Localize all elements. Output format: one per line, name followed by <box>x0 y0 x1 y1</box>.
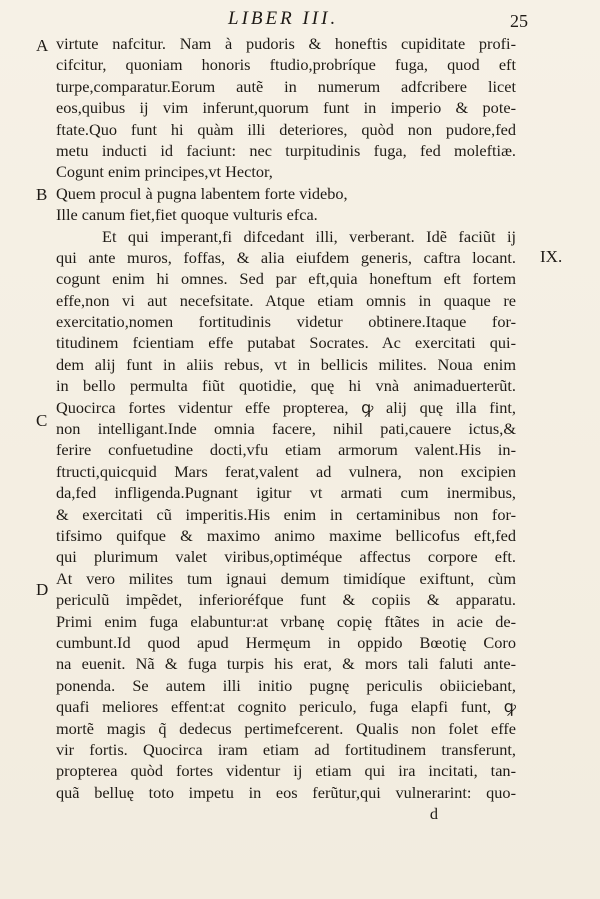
margin-letter-c: C <box>36 411 48 430</box>
text-line: exercitatio,nomen fortitudinis videtur obtinere.Itaque for- <box>56 312 516 332</box>
text-line: vir fortis. Quocirca iram etiam ad fortitudinem transferunt, <box>56 739 516 759</box>
text-line: cumbunt.Id quod apud Hermęum in oppido Bœotię Coro <box>56 632 516 652</box>
text-line: titudinem fcientiam effe putabat Socrates. Ac exercitati qui- <box>56 333 516 353</box>
body-text <box>56 33 516 824</box>
text-line: metu inducti id faciunt: nec turpitudinis fuga, fed moleftiæ. <box>56 140 516 160</box>
text-line: tifsimo quifque & maximo animo maxime bellicofus eft,fed <box>56 525 516 545</box>
text-line: & exercitati cũ imperitis.His enim in certaminibus non for- <box>56 504 516 524</box>
text-line: non intelligant.Inde omnia facere, nihil pati,cauere ictus,& <box>56 419 516 439</box>
text-line: propterea quòd fortes videntur ij etiam qui ira incitati, tan- <box>56 761 516 781</box>
text-line: ftructi,quicquid Mars ferat,valent ad vulnera, non excipien <box>56 461 516 481</box>
text-line: quafi meliores effent:at cognito periculo, fuga elapfi funt, ꝙ <box>56 697 516 717</box>
verse-line: Quem procul à pugna labentem forte videbo, <box>56 183 348 203</box>
text-line: Cogunt enim principes,vt Hector, <box>56 162 273 182</box>
text-line: Et qui imperant,fi difcedant illi, verberant. Idẽ faciũt ij <box>102 226 516 246</box>
text-line: quã belluę toto impetu in eos ferũtur,qui vulnerarint: quo- <box>56 782 516 802</box>
margin-letter-d: D <box>36 580 49 599</box>
text-line: na euenit. Nã & fuga turpis his erat, & mors tali faluti ante- <box>56 654 516 674</box>
page-header <box>0 8 600 34</box>
text-line: ftate.Quo funt hi quàm illi deteriores, quòd non pudore,fed <box>56 119 516 139</box>
text-line: cogunt enim hi omnes. Sed par eft,quia honeftum eft fortem <box>56 269 516 289</box>
text-line: At vero milites tum ignaui demum timidíque exiftunt, cùm <box>56 568 516 588</box>
margin-letter-a: A <box>36 36 49 55</box>
running-head: LIBER III. <box>228 8 339 29</box>
text-line: Quocirca fortes videntur effe propterea, ꝙ alij quę illa fint, <box>56 397 516 417</box>
folio-number: 25 <box>510 11 528 31</box>
text-line: virtute nafcitur. Nam à pudoris & honeftis cupiditate profi- <box>56 34 516 53</box>
text-line: eos,quibus ij vim inferunt,quorum funt in imperio & pote- <box>56 98 516 118</box>
text-line: da,fed infligenda.Pugnant igitur vt armati cum inermibus, <box>56 483 516 503</box>
text-line: effe,non vi aut necefsitate. Atque etiam omnis in quaque re <box>56 290 516 310</box>
text-line: in bello permulta fiũt quotidie, quę hi vnà animaduerterũt. <box>56 376 516 396</box>
text-line: cifcitur, quoniam honoris ftudio,probríque fuga, quod eft <box>56 55 516 75</box>
text-line: turpe,comparatur.Eorum autẽ in numerum adfcribere licet <box>56 76 516 96</box>
text-line: dem alij funt in aliis rebus, vt in bellicis milites. Noua enim <box>56 354 516 374</box>
text-line: ponenda. Se autem illi initio pugnę periculis obiiciebant, <box>56 675 516 695</box>
verse-line: Ille canum fiet,fiet quoque vulturis efca. <box>56 205 318 225</box>
margin-letter-b: B <box>36 185 48 204</box>
text-line: periculũ impẽdet, inferioréfque funt & copiis & apparatu. <box>56 590 516 610</box>
text-line: Primi enim fuga elabuntur:at vrbanę copię ftãtes in acie de- <box>56 611 516 631</box>
catchword: d <box>429 804 438 824</box>
text-line: qui ante muros, foffas, & alia eiufdem generis, caftra locant. <box>56 247 516 267</box>
text-line: ferire confuetudine docti,vfu etiam armorum valent.His in- <box>56 440 516 460</box>
text-line: qui plurimum valet viribus,optiméque affectus corpore eft. <box>56 547 516 567</box>
margin-chapter-number: IX. <box>540 247 563 266</box>
text-line: mortẽ magis q̃ dedecus pertimefcerent. Qualis non folet effe <box>56 718 516 738</box>
